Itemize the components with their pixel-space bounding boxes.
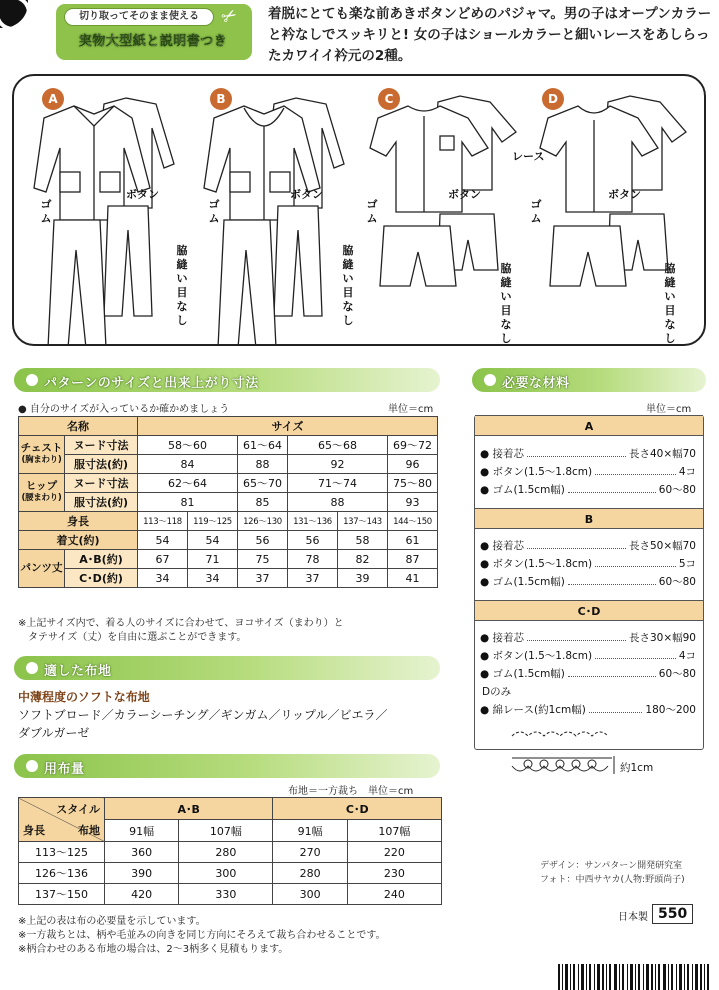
table-cell: 96 xyxy=(388,455,438,474)
made-in-label: 日本製 xyxy=(618,912,648,923)
table-cell: 131～136 xyxy=(288,512,338,531)
fabric-subtitle: 中薄程度のソフトな布地 xyxy=(18,690,150,704)
table-cell: 65～70 xyxy=(238,474,288,493)
pants-length-label: パンツ丈 xyxy=(19,550,65,588)
material-amount: 60～80 xyxy=(658,576,696,588)
material-label: ボタン(1.5～1.8cm) xyxy=(492,466,593,478)
hip-garment-label: 服寸法(約) xyxy=(65,493,138,512)
sizes-section-title: パターンのサイズと出来上がり寸法 xyxy=(44,376,259,391)
style-a-badge: A xyxy=(42,88,64,110)
leader-dots xyxy=(595,648,676,659)
elastic-label-c: ゴム xyxy=(366,198,378,225)
table-cell: 93 xyxy=(388,493,438,512)
yardage-table xyxy=(18,797,442,905)
chest-nude-label: ヌード寸法 xyxy=(65,436,138,455)
table-cell: 240 xyxy=(347,884,441,905)
material-label: ボタン(1.5～1.8cm) xyxy=(492,558,593,570)
side-seam-note-b: 脇縫い目なし xyxy=(342,244,354,327)
side-seam-note-a: 脇縫い目なし xyxy=(176,244,188,327)
yardage-footnote-1: ※上記の表は布の必要量を示しています。 xyxy=(18,916,206,927)
yardage-width-107: 107幅 xyxy=(347,820,441,842)
table-cell: 62～64 xyxy=(138,474,238,493)
table-cell: 81 xyxy=(138,493,238,512)
table-cell: 61 xyxy=(388,531,438,550)
material-name: ● ゴム(1.5cm幅) xyxy=(480,576,565,588)
materials-row xyxy=(480,648,696,663)
fabric-list-line-2: ダブルガーゼ xyxy=(18,726,90,740)
yardage-note: 布地＝一方裁ち 単位＝cm xyxy=(288,786,414,797)
materials-row xyxy=(480,446,696,461)
size-table-name-head: 名称 xyxy=(19,417,138,436)
materials-row xyxy=(480,630,696,645)
table-cell: 54 xyxy=(138,531,188,550)
lace-width-label: 約1cm xyxy=(620,762,654,774)
sizes-note-text: 自分のサイズが入っているか確かめましょう xyxy=(29,404,230,415)
material-amount: 長さ30×幅90 xyxy=(628,632,696,644)
material-name: ● 接着芯 xyxy=(480,632,524,644)
table-cell: 300 xyxy=(179,863,273,884)
table-cell: 82 xyxy=(338,550,388,569)
fabric-section-title: 適した布地 xyxy=(44,664,112,679)
elastic-label-a: ゴム xyxy=(40,198,52,225)
material-label: 接着芯 xyxy=(492,448,524,460)
table-cell: 58～60 xyxy=(138,436,238,455)
yardage-footnote-2: ※一方裁ちとは、柄や毛並みの向きを同じ方向にそろえて裁ち合わせることです。 xyxy=(18,930,386,941)
table-cell: 330 xyxy=(179,884,273,905)
table-cell: 54 xyxy=(188,531,238,550)
table-cell: 390 xyxy=(105,863,179,884)
leader-dots xyxy=(527,538,626,549)
style-d-badge: D xyxy=(542,88,564,110)
size-table-size-head: サイズ xyxy=(138,417,438,436)
material-amount: 60～80 xyxy=(658,484,696,496)
hip-sub-label: (腰まわり) xyxy=(21,493,62,503)
hip-header xyxy=(19,474,65,512)
yardage-corner-cell xyxy=(19,798,105,842)
material-amount: 180～200 xyxy=(645,704,696,716)
material-name: ● ゴム(1.5cm幅) xyxy=(480,668,565,680)
table-cell: 85 xyxy=(238,493,288,512)
leader-dots xyxy=(595,464,676,475)
table-cell: 75 xyxy=(238,550,288,569)
yardage-range: 113～125 xyxy=(19,842,105,863)
yardage-fabric-label: 布地 xyxy=(78,824,100,837)
table-cell: 92 xyxy=(288,455,388,474)
material-label: ボタン(1.5～1.8cm) xyxy=(492,650,593,662)
materials-head-b: B xyxy=(475,508,703,529)
style-c-badge: C xyxy=(378,88,400,110)
table-cell: 37 xyxy=(288,569,338,588)
material-label: 綿レース(約1cm幅) xyxy=(492,704,586,716)
material-name: ● 接着芯 xyxy=(480,540,524,552)
material-name: ● ボタン(1.5～1.8cm) xyxy=(480,558,593,570)
yardage-width-107: 107幅 xyxy=(179,820,273,842)
table-cell: 88 xyxy=(238,455,288,474)
elastic-label-b: ゴム xyxy=(208,198,220,225)
promo-line-1: 切り取ってそのまま使える xyxy=(64,8,214,26)
table-cell: 78 xyxy=(288,550,338,569)
style-b-sketch xyxy=(204,98,344,344)
sizes-unit: 単位＝cm xyxy=(388,404,434,415)
section-bullet-icon xyxy=(26,760,38,772)
material-amount: 長さ40×幅70 xyxy=(628,448,696,460)
style-b-badge: B xyxy=(210,88,232,110)
material-name: ● 綿レース(約1cm幅) xyxy=(480,704,586,716)
materials-row xyxy=(480,702,696,717)
button-label-a: ボタン xyxy=(126,188,159,201)
materials-d-only: Dのみ xyxy=(482,686,512,698)
leader-dots xyxy=(527,446,626,457)
table-cell: 71 xyxy=(188,550,238,569)
yardage-group-cd: C･D xyxy=(273,798,442,820)
materials-row xyxy=(480,666,696,681)
chest-header xyxy=(19,436,65,474)
fabric-list-line-1: ソフトブロード／カラーシーチング／ギンガム／リップル／ビエラ／ xyxy=(18,708,388,722)
leader-dots xyxy=(568,666,656,677)
style-a-sketch xyxy=(34,98,174,344)
table-cell: 56 xyxy=(238,531,288,550)
section-bullet-icon xyxy=(484,374,496,386)
yardage-style-label: スタイル xyxy=(56,803,100,816)
leader-dots xyxy=(527,630,626,641)
material-amount: 60～80 xyxy=(658,668,696,680)
table-cell: 58 xyxy=(338,531,388,550)
table-cell: 88 xyxy=(288,493,388,512)
materials-row xyxy=(480,464,696,479)
materials-row xyxy=(480,482,696,497)
promo-line-2: 実物大型紙と説明書つき xyxy=(78,34,228,49)
table-cell: 34 xyxy=(188,569,238,588)
yardage-width-91: 91幅 xyxy=(105,820,179,842)
chest-label: チェスト xyxy=(20,442,63,454)
table-cell: 300 xyxy=(273,884,347,905)
materials-section-title: 必要な材料 xyxy=(502,376,570,391)
style-c-sketch xyxy=(370,96,516,286)
material-name: ● ゴム(1.5cm幅) xyxy=(480,484,565,496)
table-cell: 34 xyxy=(138,569,188,588)
elastic-label-d: ゴム xyxy=(530,198,542,225)
leader-dots xyxy=(568,574,656,585)
material-amount: 5コ xyxy=(678,558,696,570)
scissors-icon: ✂ xyxy=(217,3,242,30)
material-label: 接着芯 xyxy=(492,540,524,552)
table-cell: 87 xyxy=(388,550,438,569)
yardage-section-title: 用布量 xyxy=(44,762,85,777)
table-cell: 61～64 xyxy=(238,436,288,455)
materials-head-a: A xyxy=(475,415,703,436)
table-cell: 71～74 xyxy=(288,474,388,493)
sizes-note: ● 自分のサイズが入っているか確かめましょう xyxy=(18,404,230,415)
sizes-footnote-1: ※上記サイズ内で、着る人のサイズに合わせて、ヨコサイズ（まわり）と xyxy=(18,618,344,629)
material-name: ● ボタン(1.5～1.8cm) xyxy=(480,466,593,478)
intro-text: 着脱にとても楽な前あきボタンどめのパジャマ。男の子はオープンカラーと衿なしでスッキリと! 女の子はショールカラーと細いレースをあしらったカワイイ衿元の2種。 xyxy=(268,6,712,64)
button-label-b: ボタン xyxy=(290,188,323,201)
lace-diagram xyxy=(508,726,618,782)
table-cell: 113～118 xyxy=(138,512,188,531)
chest-garment-label: 服寸法(約) xyxy=(65,455,138,474)
table-cell: 75～80 xyxy=(388,474,438,493)
material-amount: 長さ50×幅70 xyxy=(628,540,696,552)
pants-ab-label: A･B(約) xyxy=(65,550,138,569)
product-number: 550 xyxy=(652,904,693,924)
section-bullet-icon xyxy=(26,374,38,386)
material-amount: 4コ xyxy=(678,466,696,478)
materials-row xyxy=(480,574,696,589)
table-cell: 56 xyxy=(288,531,338,550)
materials-row xyxy=(480,556,696,571)
leader-dots xyxy=(595,556,676,567)
table-cell: 230 xyxy=(347,863,441,884)
material-label: ゴム(1.5cm幅) xyxy=(492,484,565,496)
table-cell: 67 xyxy=(138,550,188,569)
material-name: ● 接着芯 xyxy=(480,448,524,460)
section-bullet-icon xyxy=(26,662,38,674)
table-cell: 220 xyxy=(347,842,441,863)
table-cell: 280 xyxy=(179,842,273,863)
material-label: ゴム(1.5cm幅) xyxy=(492,576,565,588)
materials-row xyxy=(480,538,696,553)
leader-dots xyxy=(568,482,656,493)
yardage-width-91: 91幅 xyxy=(273,820,347,842)
sizes-footnote-2: タテサイズ（丈）を自由に選ぶことができます。 xyxy=(28,632,247,643)
table-cell: 280 xyxy=(273,863,347,884)
chest-sub-label: (胸まわり) xyxy=(21,455,62,465)
hip-label: ヒップ xyxy=(25,480,58,492)
lace-label: レース xyxy=(512,150,545,163)
side-seam-note-d: 脇縫い目なし xyxy=(664,262,676,345)
yardage-group-ab: A･B xyxy=(105,798,273,820)
pants-cd-label: C･D(約) xyxy=(65,569,138,588)
button-label-c: ボタン xyxy=(448,188,481,201)
length-label: 着丈(約) xyxy=(19,531,138,550)
size-table xyxy=(18,416,438,588)
table-cell: 37 xyxy=(238,569,288,588)
yardage-range: 137～150 xyxy=(19,884,105,905)
material-amount: 4コ xyxy=(678,650,696,662)
table-cell: 41 xyxy=(388,569,438,588)
height-label: 身長 xyxy=(19,512,138,531)
table-cell: 420 xyxy=(105,884,179,905)
table-cell: 69～72 xyxy=(388,436,438,455)
barcode xyxy=(556,964,712,990)
table-cell: 84 xyxy=(138,455,238,474)
material-label: ゴム(1.5cm幅) xyxy=(492,668,565,680)
photo-credit: フォト：中西サヤカ(人物:野頭尚子) xyxy=(540,875,685,885)
table-cell: 119～125 xyxy=(188,512,238,531)
yardage-range: 126～136 xyxy=(19,863,105,884)
leader-dots xyxy=(589,702,643,713)
table-cell: 126～130 xyxy=(238,512,288,531)
table-cell: 144～150 xyxy=(388,512,438,531)
material-name: ● ボタン(1.5～1.8cm) xyxy=(480,650,593,662)
yardage-footnote-3: ※柄合わせのある布地の場合は、2～3柄多く見積もります。 xyxy=(18,944,289,955)
button-label-d: ボタン xyxy=(608,188,641,201)
yardage-height-label: 身長 xyxy=(23,824,45,837)
table-cell: 39 xyxy=(338,569,388,588)
table-cell: 360 xyxy=(105,842,179,863)
table-cell: 65～68 xyxy=(288,436,388,455)
pajama-sketches xyxy=(14,76,704,344)
table-cell: 137～143 xyxy=(338,512,388,531)
hip-nude-label: ヌード寸法 xyxy=(65,474,138,493)
side-seam-note-c: 脇縫い目なし xyxy=(500,262,512,345)
material-label: 接着芯 xyxy=(492,632,524,644)
table-cell: 270 xyxy=(273,842,347,863)
design-credit: デザイン：サンパターン開発研究室 xyxy=(540,861,683,871)
materials-unit: 単位＝cm xyxy=(646,404,692,415)
materials-head-cd: C･D xyxy=(475,600,703,621)
brand-logo-mark xyxy=(0,0,28,28)
